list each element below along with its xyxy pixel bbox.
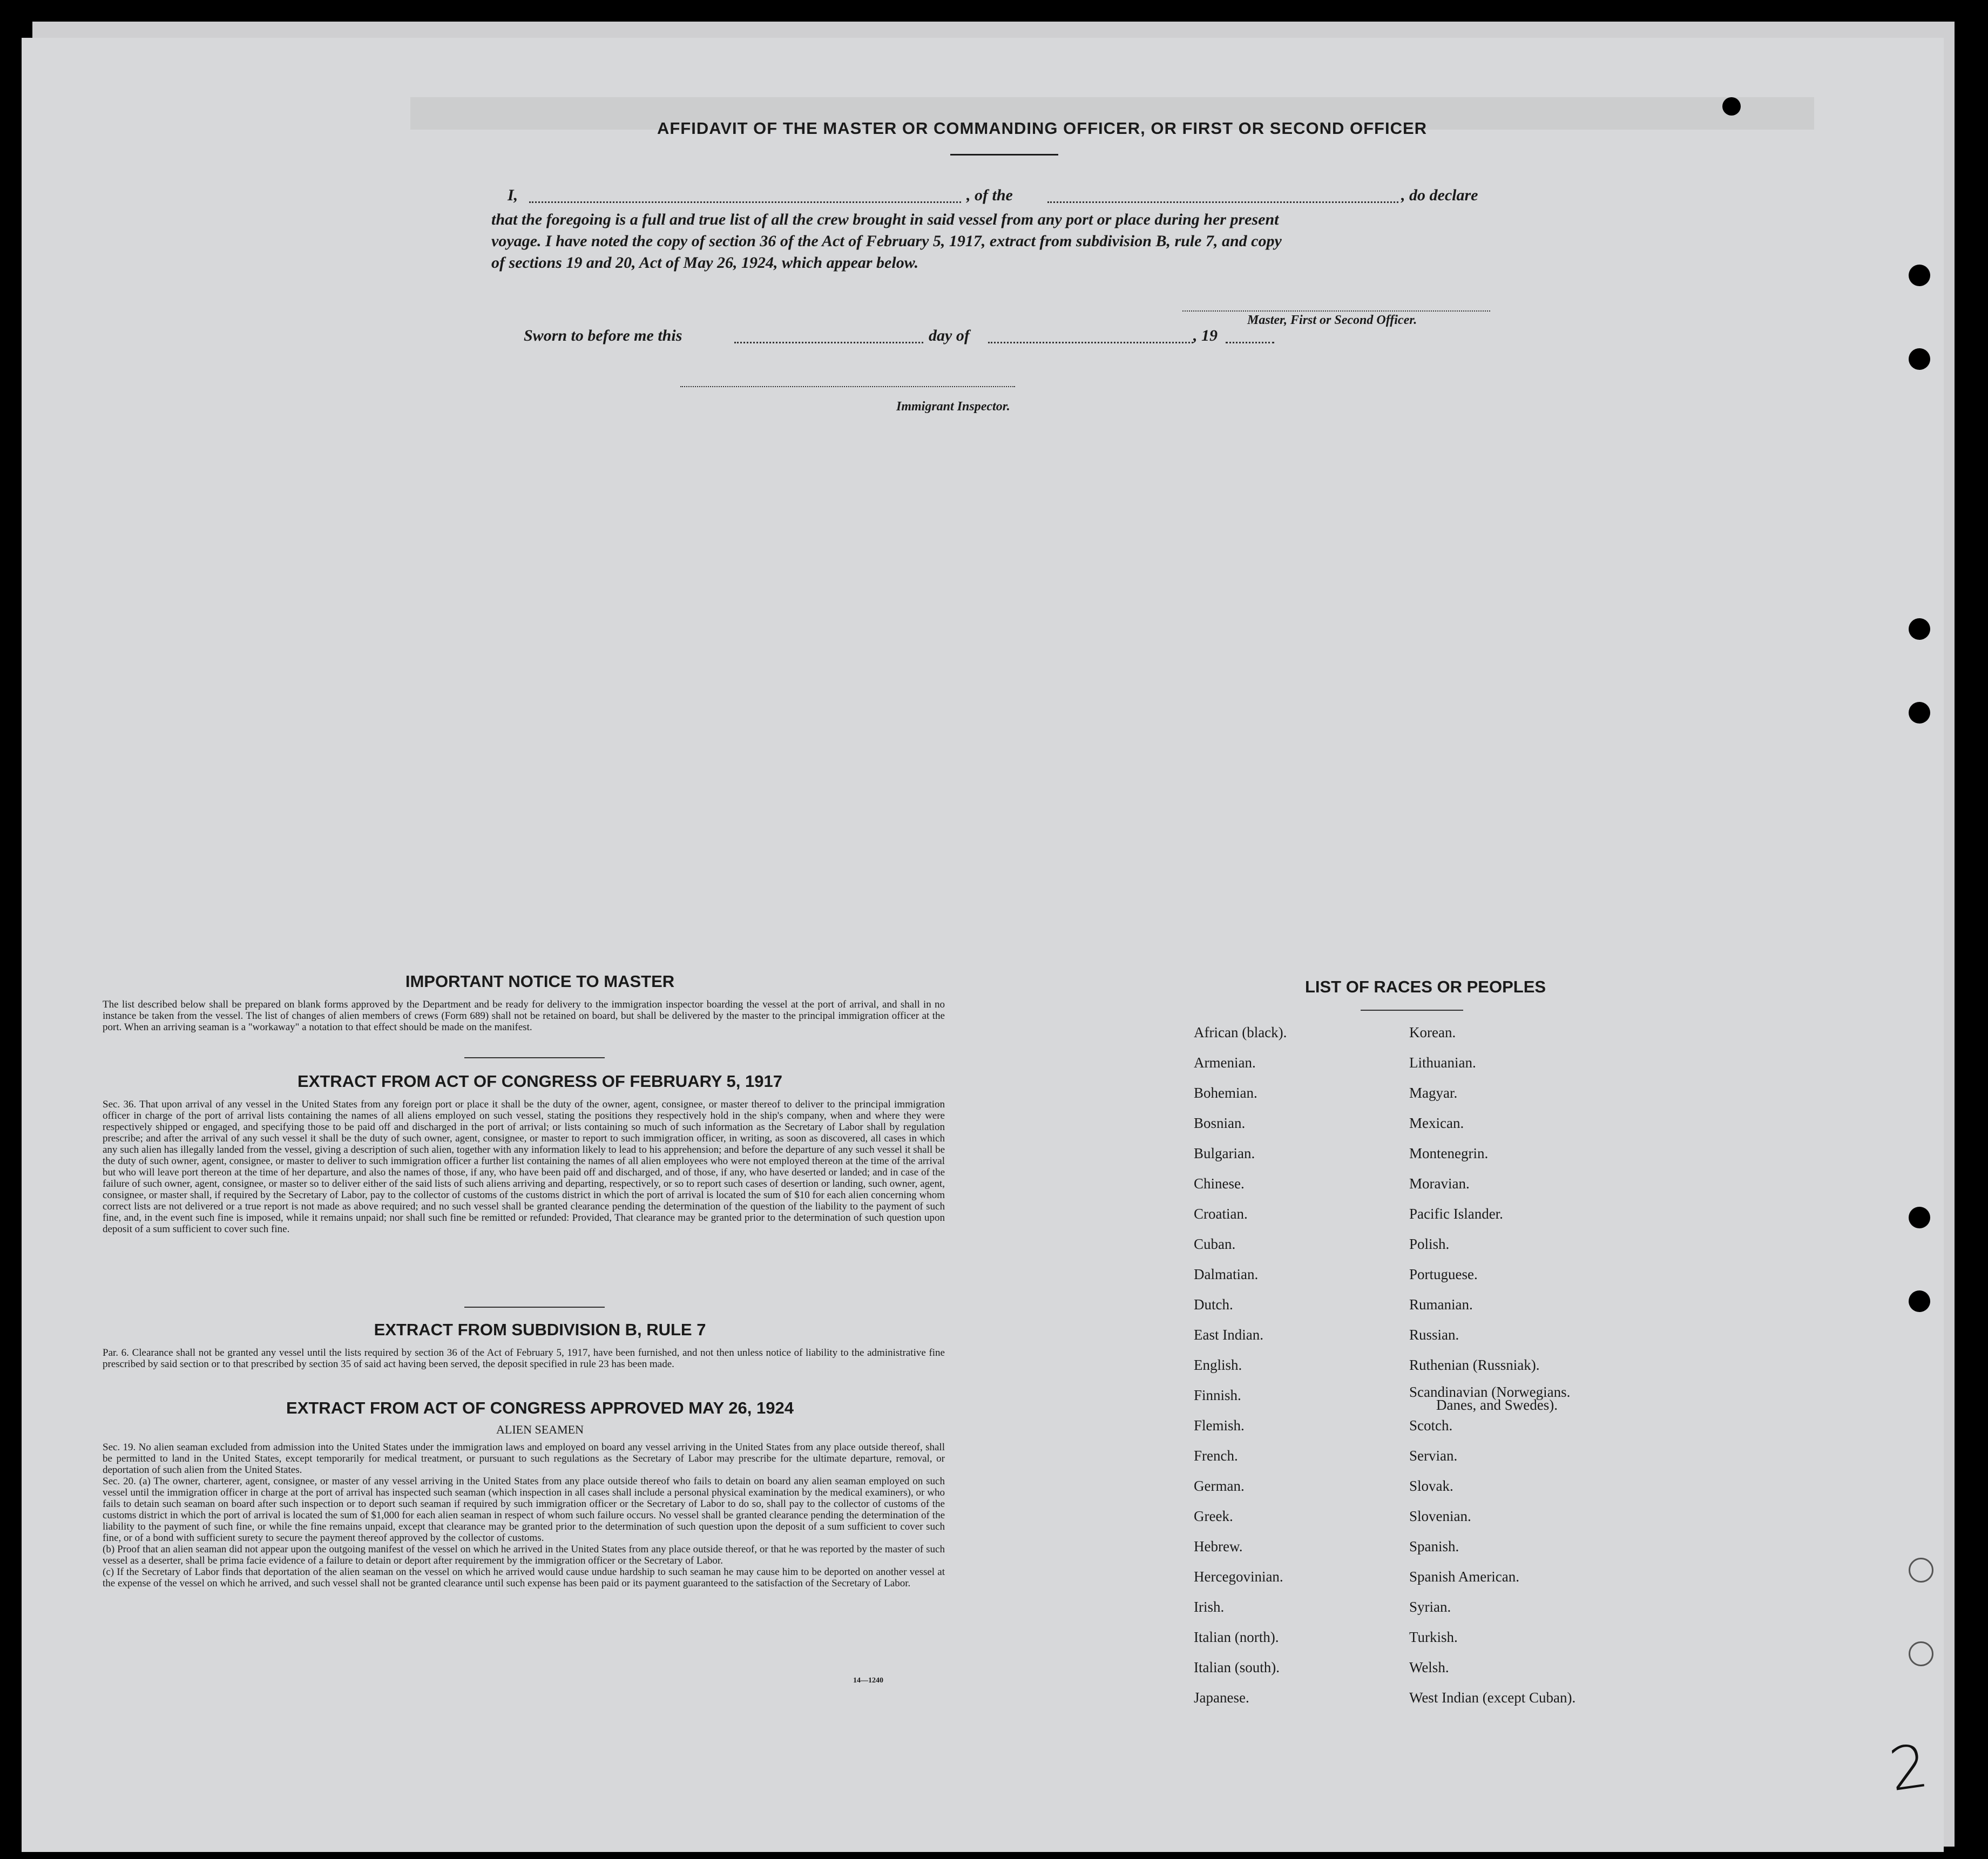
day-blank[interactable] [734,342,923,343]
alien-seamen-subtitle: ALIEN SEAMEN [496,1423,584,1436]
sworn-label: Sworn to before me this [524,327,682,344]
race-left-7: Cuban. [1194,1236,1236,1252]
race-right-3: Mexican. [1409,1115,1464,1131]
race-left-22: Japanese. [1194,1689,1249,1706]
binder-hole-icon [1909,265,1930,286]
extract-1917-title: EXTRACT FROM ACT OF CONGRESS OF FEBRUARY 5, 1917 [297,1072,782,1091]
declaration-line-2: voyage. I have noted the copy of section 36 of the Act of February 5, 1917, extract from subdivision B, rule 7, and copy [491,232,1282,250]
binder-hole-icon [1909,348,1930,370]
race-right-17: Slovenian. [1409,1508,1471,1524]
master-signature-label: Master, First or Second Officer. [1247,313,1417,327]
day-of-label: day of [929,327,970,344]
affidavit-title: AFFIDAVIT OF THE MASTER OR COMMANDING OFFICER, OR FIRST OR SECOND OFFICER [657,119,1428,138]
race-right-14: Scotch. [1409,1417,1453,1434]
race-right-10: Russian. [1409,1327,1459,1343]
race-right-18: Spanish. [1409,1538,1459,1554]
name-blank[interactable] [529,201,961,203]
race-right-16: Slovak. [1409,1478,1453,1494]
race-right-22: Welsh. [1409,1659,1449,1675]
notice-title: IMPORTANT NOTICE TO MASTER [405,972,675,991]
binder-hole-open-icon [1909,1641,1933,1666]
race-left-17: Hebrew. [1194,1538,1243,1554]
punch-hole-icon [1722,97,1741,116]
race-right-13: Danes, and Swedes). [1436,1397,1558,1413]
binder-hole-icon [1909,1207,1930,1228]
binder-hole-open-icon [1909,1558,1933,1583]
of-the-label: , of the [966,186,1013,204]
extract-1924-body [103,1442,945,1589]
title-rule [950,154,1058,156]
form-number: 14—1240 [853,1677,883,1685]
race-left-9: Dutch. [1194,1296,1233,1313]
race-left-3: Bosnian. [1194,1115,1246,1131]
sec-19-text: Sec. 19. No alien seaman excluded from admission into the United States under the immigration laws and employed on board any vessel arriving in the United States from any place outside thereof, shall be permitted to land in the United States, except temporarily for medical treatment, or pursuant to such regulations as the Secretary of Labor may prescribe for the ultimate departure, removal, or deportation of such alien from the United States. [103,1442,945,1476]
race-left-12: Finnish. [1194,1387,1241,1403]
race-right-1: Lithuanian. [1409,1054,1476,1071]
race-right-9: Rumanian. [1409,1296,1473,1313]
declaration-line-1: that the foregoing is a full and true list of all the crew brought in said vessel from any port or place during her present [491,211,1279,228]
handwritten-page-mark: 2 [1885,1730,1932,1805]
declaration-line-3: of sections 19 and 20, Act of May 26, 1924, which appear below. [491,254,919,272]
extract-1917-text: Sec. 36. That upon arrival of any vessel in the United States from any foreign port or place it shall be the duty of the owner, agent, consignee, or master thereof to deliver to the principal immigration officer in charge of the port of arrival lists containing the names of all aliens employed on such vessel, stating the positions they respectively hold in the ship's company, when and where they were respectively shipped or engaged, and specifying those to be paid off and discharged in the port of arrival; or lists containing so much of such information as the Secretary of Labor shall by regulation prescribe; and after the arrival of any such vessel it shall be the duty of such owner, agent, consignee, or master to report to such immigration officer, in writing, as soon as discovered, all cases in which any such alien has illegally landed from the vessel, giving a description of such alien, together with any information likely to lead to his apprehension; and before the departure of any such vessel it shall be the duty of such owner, agent, consignee, or master to deliver to such immigration officer a further list containing the names of all alien employees who were not employed thereon at the time of the arrival but who will leave port thereon at the time of her departure, and also the names of those, if any, who have been paid off and discharged, and of those, if any, who have deserted or landed; and in case of the failure of such owner, agent, consignee, or master so to deliver either of the said lists of such aliens arriving and departing, respectively, or so to report such cases of desertion or landing, such owner, agent, consignee, or master shall, if required by the Secretary of Labor, pay to the collector of customs of the customs district in which the port of arrival is located the sum of $10 for each alien concerning whom correct lists are not delivered or a true report is not made as above required; and no such vessel shall be granted clearance pending the determination of the question of the liability to the payment of such fine, and, in the event such fine is imposed, while it remains unpaid; nor shall such fine be remitted or refunded: Provided, That clearance may be granted prior to the determination of such question upon deposit of a sum sufficient to cover such fine. [103,1099,945,1235]
race-right-12: Scandinavian (Norwegians. [1409,1384,1571,1400]
race-left-4: Bulgarian. [1194,1145,1255,1161]
races-title: LIST OF RACES OR PEOPLES [1304,977,1546,996]
race-right-7: Polish. [1409,1236,1450,1252]
race-left-15: German. [1194,1478,1245,1494]
divider-1 [464,1057,605,1058]
sec-20c-text: (c) If the Secretary of Labor finds that deportation of the alien seaman on the vessel on which he arrived would cause undue hardship to such seaman he may cause him to be deported on another vessel at the expense of the vessel on which he arrived, and such vessel shall not be granted clearance until such expense has been paid or its payment guaranteed to the satisfaction of the Secretary of Labor. [103,1566,945,1589]
master-signature-line[interactable] [1182,310,1490,312]
race-right-0: Korean. [1409,1024,1456,1040]
race-left-5: Chinese. [1194,1175,1245,1192]
document-page [22,38,1944,1852]
inspector-label: Immigrant Inspector. [896,400,1010,414]
race-right-8: Portuguese. [1409,1266,1478,1282]
divider-2 [464,1307,605,1308]
race-right-19: Spanish American. [1409,1569,1519,1585]
race-right-4: Montenegrin. [1409,1145,1489,1161]
subdivision-b-title: EXTRACT FROM SUBDIVISION B, RULE 7 [374,1320,706,1339]
race-left-11: English. [1194,1357,1242,1373]
binder-hole-icon [1909,1290,1930,1312]
notice-text: The list described below shall be prepared on blank forms approved by the Department and be ready for delivery to the immigration inspector boarding the vessel at the port of arrival, and shall in no instance be taken from the vessel. The list of changes of alien members of crews (Form 689) shall not be retained on board, but shall be delivered by the master to the principal immigration officer at the port. When an arriving seaman is a "workaway" a notation to that effect should be made on the manifest. [103,999,945,1033]
race-right-15: Servian. [1409,1448,1458,1464]
binder-hole-icon [1909,618,1930,640]
race-right-6: Pacific Islander. [1409,1206,1503,1222]
affidavit-i: I, [508,186,518,204]
sworn-line [524,327,1334,348]
subdivision-b-text: Par. 6. Clearance shall not be granted any vessel until the lists required by section 36 of the Act of February 5, 1917, have been furnished, and not then unless notice of liability to the administrative fine prescribed by said section or to that prescribed by section 35 of said act having been served, the deposit specified in rule 23 has been made. [103,1347,945,1370]
month-blank[interactable] [988,342,1193,343]
race-left-8: Dalmatian. [1194,1266,1259,1282]
race-left-19: Irish. [1194,1599,1225,1615]
year-blank[interactable] [1226,342,1274,343]
year-label: , 19 [1193,327,1218,344]
race-left-0: African (black). [1194,1024,1287,1040]
race-right-21: Turkish. [1409,1629,1458,1645]
race-left-6: Croatian. [1194,1206,1248,1222]
race-right-2: Magyar. [1409,1085,1458,1101]
race-right-23: West Indian (except Cuban). [1409,1689,1576,1706]
race-right-20: Syrian. [1409,1599,1451,1615]
race-left-1: Armenian. [1194,1054,1256,1071]
race-right-11: Ruthenian (Russniak). [1409,1357,1540,1373]
inspector-signature-line[interactable] [680,386,1015,387]
binder-hole-icon [1909,702,1930,724]
races-rule [1361,1010,1463,1011]
race-left-16: Greek. [1194,1508,1233,1524]
do-declare-label: , do declare [1401,186,1478,204]
race-right-5: Moravian. [1409,1175,1470,1192]
race-left-21: Italian (south). [1194,1659,1280,1675]
race-left-14: French. [1194,1448,1238,1464]
extract-1924-title: EXTRACT FROM ACT OF CONGRESS APPROVED MAY 26, 1924 [286,1398,794,1417]
race-left-10: East Indian. [1194,1327,1263,1343]
race-left-2: Bohemian. [1194,1085,1257,1101]
sec-20a-text: Sec. 20. (a) The owner, charterer, agent, consignee, or master of any vessel arriving in the United States from any place outside thereof who fails to detain on board any alien seaman employed on such vessel until the immigration officer in charge at the port of arrival has inspected such seaman (which inspection in all cases shall include a personal physical examination by the medical examiners), or who fails to detain such seaman on board after such inspection or to deport such seaman if required by such immigration officer or the Secretary of Labor to do so, shall pay to the collector of customs of the customs district in which the port of arrival is located the sum of $1,000 for each alien seaman in respect of whom such failure occurs. No vessel shall be granted clearance pending the determination of the liability to the payment of such fine, or while the fine remains unpaid, except that clearance may be granted prior to the determination of such question upon the deposit of a sum sufficient to cover such fine, or of a bond with sufficient surety to secure the payment thereof approved by the collector of customs. [103,1476,945,1544]
race-left-20: Italian (north). [1194,1629,1279,1645]
sec-20b-text: (b) Proof that an alien seaman did not appear upon the outgoing manifest of the vessel on which he arrived in the United States from any place outside thereof, or that he was reported by the master of such vessel as a deserter, shall be prima facie evidence of a failure to detain or deport after requirement by the immigration officer or the Secretary of Labor. [103,1544,945,1566]
race-left-13: Flemish. [1194,1417,1245,1434]
race-left-18: Hercegovinian. [1194,1569,1283,1585]
vessel-blank[interactable] [1047,201,1398,203]
affidavit-declaration [491,186,1571,274]
